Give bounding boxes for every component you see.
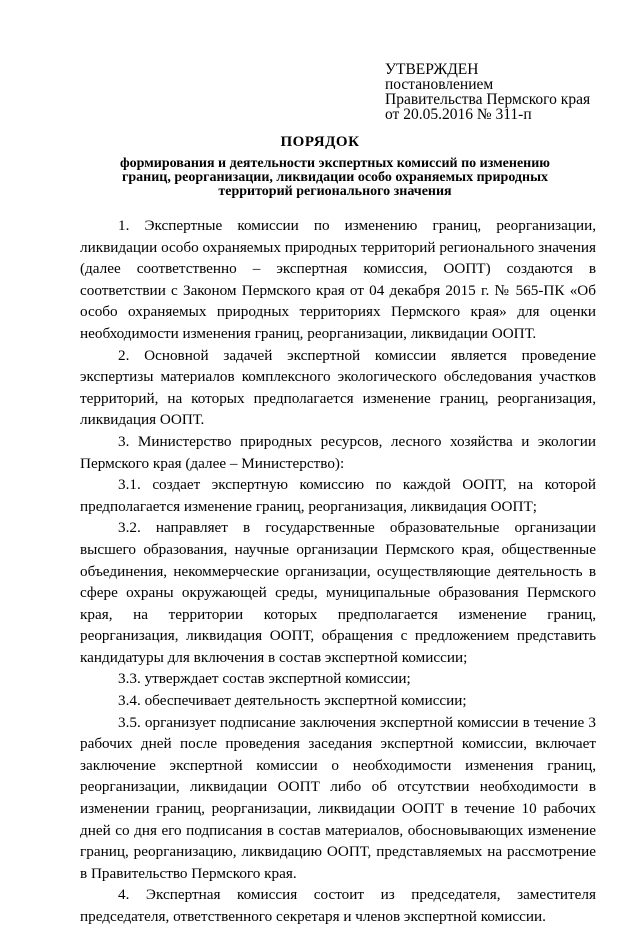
- approval-line: УТВЕРЖДЕН: [385, 61, 479, 78]
- paragraph-3-3: 3.3. утверждает состав экспертной комиссии;: [118, 670, 411, 688]
- paragraph-2: 2. Основной задачей экспертной комиссии является проведение экспертизы материалов комплексного экологического обследования участков территорий, на которых предполагается изменение границ, реорганизация, ликвидация ООПТ.: [80, 346, 596, 429]
- paragraph-3-4: 3.4. обеспечивает деятельность экспертной комиссии;: [118, 692, 467, 710]
- approval-line: Правительства Пермского края: [385, 91, 591, 108]
- paragraph-3: 3. Министерство природных ресурсов, лесного хозяйства и экологии Пермского края (далее – Министерство):: [80, 432, 596, 472]
- paragraph-3-1: 3.1. создает экспертную комиссию по каждой ООПТ, на которой предполагается изменение границ, реорганизация, ликвидация ООПТ;: [80, 476, 596, 515]
- approval-stamp: [385, 62, 590, 122]
- document-subtitle: формирования и деятельности экспертных комиссий по изменению границ, реорганизации, ликвидации особо охраняемых природных территорий регионального значения: [119, 156, 550, 199]
- paragraph-3-2: 3.2. направляет в государственные образовательные организации высшего образования, научные организации Пермского края, общественные объединения, некоммерческие организации, осуществляющие деятельность в сфере охраны окружающей среды, муниципальные образования Пермского края, на территории которых предполагается изменение границ, реорганизация, ликвидация ООПТ, обращения с предложением представить кандидатуры для включения в состав экспертной комиссии;: [80, 519, 596, 666]
- approval-line: постановлением: [385, 76, 494, 93]
- document-title: ПОРЯДОК: [280, 134, 360, 150]
- paragraph-1: 1. Экспертные комиссии по изменению границ, реорганизации, ликвидации особо охраняемых природных территорий регионального значения (далее соответственно – экспертная комиссия, ООПТ) создаются в соответствии с Законом Пермского края от 04 декабря 2015 г. № 565-ПК «Об особо охраняемых природных территориях Пермского края» для оценки необходимости изменения границ, реорганизации, ликвидации ООПТ.: [80, 217, 596, 342]
- paragraph-3-5: 3.5. организует подписание заключения экспертной комиссии в течение 3 рабочих дней после проведения заседания экспертной комиссии, включает заключение экспертной комиссии о необходимости изменения границ, реорганизации, ликвидации ООПТ либо об отсутствии необходимости в изменении границ, реорганизации, ликвидации ООПТ в течение 10 рабочих дней со дня его подписания в состав материалов, обосновывающих изменение границ, реорганизацию, ликвидацию ООПТ, представляемых на рассмотрение в Правительство Пермского края.: [80, 713, 596, 882]
- paragraph-4: 4. Экспертная комиссия состоит из председателя, заместителя председателя, ответственного секретаря и членов экспертной комиссии.: [80, 886, 596, 925]
- document-body: [80, 215, 596, 928]
- approval-line: от 20.05.2016 № 311-п: [385, 106, 532, 123]
